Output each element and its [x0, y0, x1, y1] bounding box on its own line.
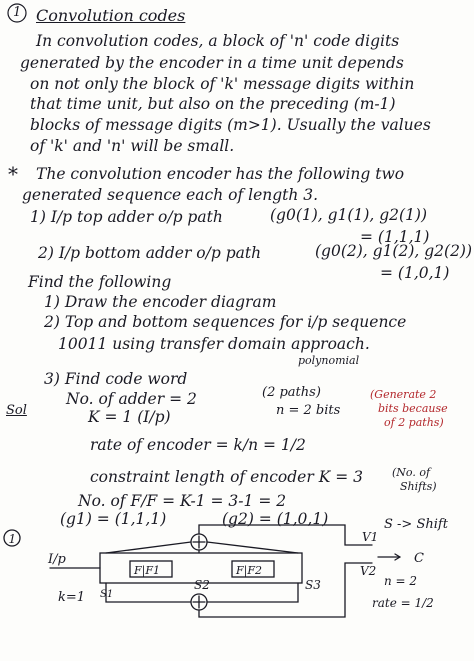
constraint-note-line: (No. of	[392, 466, 431, 479]
intro-line: on not only the block of 'k' message digits within	[30, 75, 415, 93]
task-item: 1) Draw the encoder diagram	[44, 293, 277, 311]
top-adder-tap-s3	[207, 542, 298, 553]
v1-label: V1	[362, 530, 379, 544]
n-label: n = 2	[384, 574, 418, 588]
g1-sequence: (g1) = (1,1,1)	[60, 510, 167, 528]
k-value: K = 1 (I/p)	[88, 408, 171, 426]
polynomial-note: polynomial	[298, 354, 360, 367]
heading-number: 1	[13, 5, 22, 20]
red-note-line: (Generate 2	[370, 388, 437, 401]
s2-label: S2	[194, 578, 210, 592]
task-item: 10011 using transfer domain approach.	[58, 335, 370, 353]
v2-label: V2	[360, 564, 377, 578]
intro-line: that time unit, but also on the preceding (m-1)	[30, 95, 396, 113]
red-note-line: bits because	[378, 402, 448, 415]
v2-line	[199, 563, 372, 617]
problem-line: generated sequence each of length 3.	[22, 186, 319, 204]
intro-line: generated by the encoder in a time unit depends	[20, 54, 404, 72]
star-marker: *	[8, 162, 18, 186]
solution-label: Sol	[6, 403, 27, 418]
top-path-value: = (1,1,1)	[360, 228, 430, 246]
shift-note: S -> Shift	[384, 517, 448, 532]
encoder-rate: rate of encoder = k/n = 1/2	[90, 436, 306, 454]
flipflop-count: No. of F/F = K-1 = 3-1 = 2	[78, 492, 287, 510]
flipflop-2-label: F|F2	[236, 564, 262, 577]
top-path-tuple: (g0(1), g1(1), g2(1))	[270, 206, 428, 224]
s1-label: S1	[100, 589, 114, 600]
encoder-diagram	[0, 505, 474, 661]
constraint-note-line: Shifts)	[400, 480, 437, 493]
k-label: k=1	[58, 590, 86, 605]
rate-label: rate = 1/2	[372, 596, 434, 610]
n-value: n = 2 bits	[276, 403, 341, 418]
bottom-adder-tap-s3	[207, 583, 298, 602]
task-item: 2) Top and bottom sequences for i/p sequence	[44, 313, 407, 331]
input-label: I/p	[48, 552, 66, 567]
red-note-line: of 2 paths)	[384, 416, 444, 429]
output-label: C	[414, 551, 424, 566]
g2-sequence: (g2) = (1,0,1)	[222, 510, 329, 528]
flipflop-1-label: F|F1	[134, 564, 160, 577]
diagram-number: 1	[8, 532, 17, 546]
find-heading: Find the following	[28, 273, 172, 291]
bottom-path-value: = (1,0,1)	[380, 264, 450, 282]
bottom-adder-tap-s1	[106, 583, 191, 602]
s3-label: S3	[305, 578, 321, 592]
intro-line: blocks of message digits (m>1). Usually the values	[30, 116, 431, 134]
bottom-path-tuple: (g0(2), g1(2), g2(2))	[315, 242, 473, 260]
top-adder-tap-s1	[106, 542, 191, 553]
paths-note: (2 paths)	[262, 385, 321, 400]
constraint-length: constraint length of encoder K = 3	[90, 468, 363, 486]
top-path-label: 1) I/p top adder o/p path	[30, 208, 223, 226]
intro-line: In convolution codes, a block of 'n' code digits	[36, 32, 400, 50]
page-title: Convolution codes	[36, 6, 186, 25]
adders-count: No. of adder = 2	[66, 390, 197, 408]
intro-line: of 'k' and 'n' will be small.	[30, 137, 235, 155]
task-item: 3) Find code word	[44, 370, 188, 388]
problem-line: The convolution encoder has the following two	[36, 165, 405, 183]
bottom-path-label: 2) I/p bottom adder o/p path	[38, 244, 262, 262]
v1-line	[199, 525, 372, 545]
